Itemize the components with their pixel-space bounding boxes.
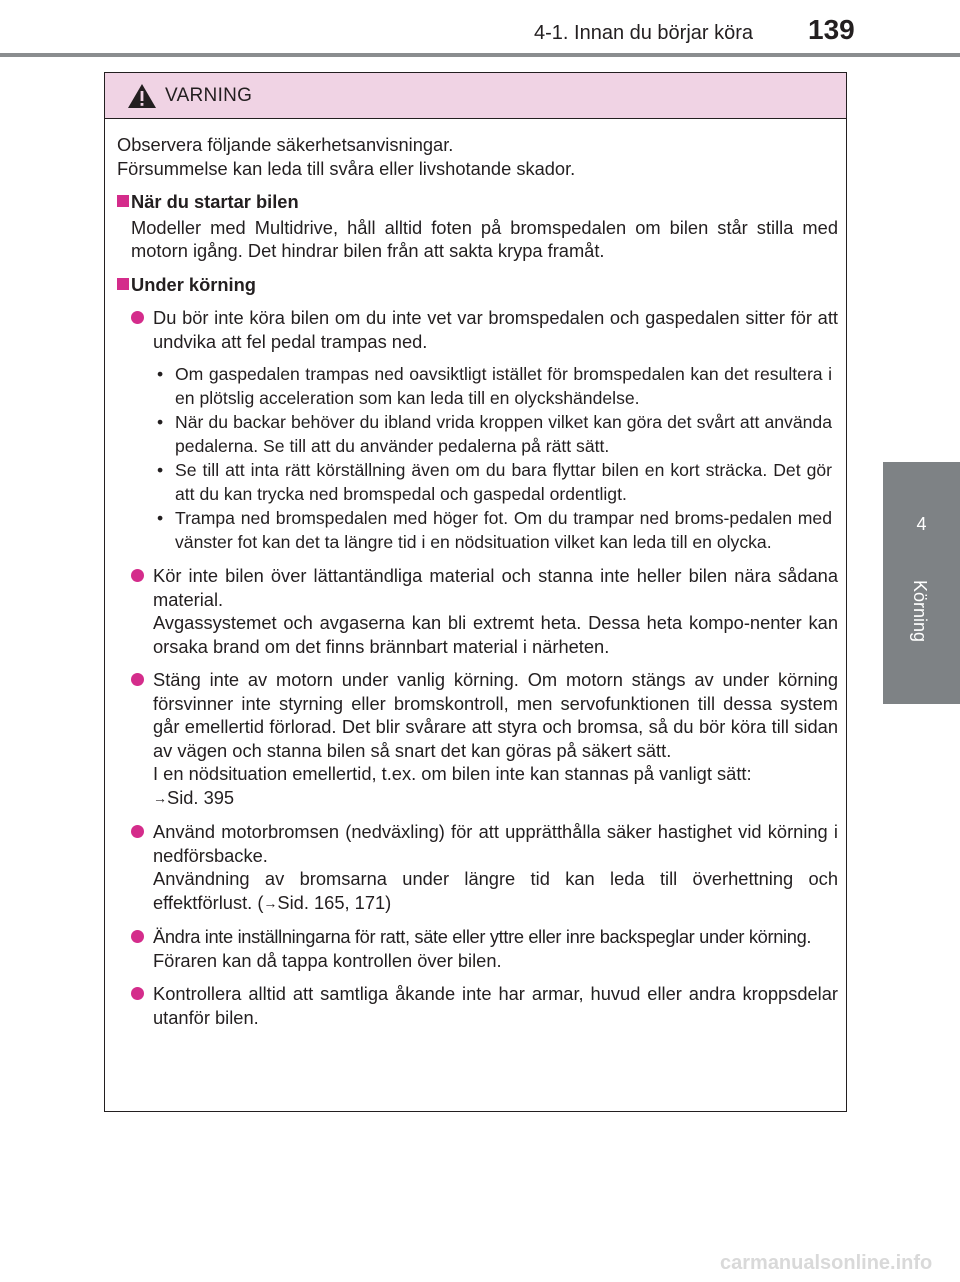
chapter-number: 4 <box>916 514 927 534</box>
bullet-text: I en nödsituation emellertid, t.ex. om bilen inte kan stannas på vanligt sätt: <box>153 763 752 784</box>
bullet-item <box>117 306 838 353</box>
bullet-text: Kör inte bilen över lättantändliga material och stanna inte heller bilen nära sådana material. <box>153 565 838 610</box>
chapter-label: Körning <box>910 580 930 643</box>
sub-item-text: Se till att inta rätt körställning även om du bara flyttar bilen en kort sträcka. Det gör att du kan trycka ned bromspedal och gaspedal ordentligt. <box>175 460 832 504</box>
section-square-icon <box>117 195 129 207</box>
bullet-text: Du bör inte köra bilen om du inte vet var bromspedalen och gaspedalen sitter för att undvika att fel pedal trampas ned. <box>153 307 838 352</box>
intro <box>117 133 838 180</box>
warning-box <box>104 72 847 1112</box>
page-number: 139 <box>808 14 855 45</box>
header-rule <box>0 53 960 57</box>
arrow-right-icon: → <box>153 789 167 806</box>
sub-list-item <box>117 363 838 410</box>
warning-header <box>105 73 846 119</box>
bullet-text: Stäng inte av motorn under vanlig körning. Om motorn stängs av under körning försvinner inte styrning eller bromskontroll, men servofunktionen till dessa system går emellertid förlorad. Det blir svårare att styra och bromsa, så du bör köra till sidan av vägen och stanna bilen så snart det kan göras på säkert sätt. <box>153 669 838 761</box>
intro-line: Observera följande säkerhetsanvisningar. <box>117 134 454 155</box>
bullet-dot-icon <box>131 673 144 686</box>
section-heading-text: Under körning <box>131 273 256 295</box>
sub-item-text: Om gaspedalen trampas ned oavsiktligt istället för bromspedalen kan det resultera i en plötslig acceleration som kan leda till en olyckshändelse. <box>175 364 832 408</box>
section-text: Modeller med Multidrive, håll alltid foten på bromspedalen om bilen står stilla med motorn igång. Det hindrar bilen från att sakta krypa framåt. <box>131 216 838 261</box>
page-reference[interactable]: Sid. 165, 171) <box>277 891 392 913</box>
bullet-dot-icon <box>131 825 144 838</box>
bullet-item <box>117 564 838 658</box>
sub-bullet-icon: • <box>157 364 164 384</box>
section-heading <box>117 273 838 297</box>
bullet-text: Använd motorbromsen (nedväxling) för att upprätthålla säker hastighet vid körning i nedförsbacke. <box>153 821 838 866</box>
sub-bullet-icon: • <box>157 508 164 528</box>
bullet-dot-icon <box>131 569 144 582</box>
sub-list-item <box>117 459 838 506</box>
page-reference[interactable] <box>153 786 838 811</box>
sub-list <box>117 363 838 554</box>
bullet-text: Avgassystemet och avgaserna kan bli extremt heta. Dessa heta kompo-nenter kan orsaka brand om det finns brännbart material i närheten. <box>153 612 838 657</box>
section-square-icon <box>117 278 129 290</box>
watermark: carmanualsonline.info <box>720 1252 933 1274</box>
bullet-item <box>117 982 838 1029</box>
sub-bullet-icon: • <box>157 412 164 432</box>
sub-list-item <box>117 507 838 554</box>
sub-item-text: När du backar behöver du ibland vrida kroppen vilket kan göra det svårt att använda pedalerna. Se till att du använder pedalerna på rätt sätt. <box>175 412 832 456</box>
bullet-dot-icon <box>131 311 144 324</box>
warning-title: VARNING <box>165 85 253 106</box>
intro-line: Försummelse kan leda till svåra eller livshotande skador. <box>117 157 576 179</box>
page-reference-text: Sid. 395 <box>167 786 235 808</box>
warning-body <box>105 119 846 1029</box>
bullet-dot-icon <box>131 987 144 1000</box>
arrow-right-icon: → <box>263 894 278 911</box>
bullet-text-part: Användning av bromsarna under längre tid kan leda till överhettning och effektförlust. ( <box>153 868 838 913</box>
sub-item-text: Trampa ned bromspedalen med höger fot. Om du trampar ned broms-pedalen med vänster fot kan det ta längre tid i en nödsituation vilket kan leda till en olycka. <box>175 508 832 552</box>
bullet-item <box>117 925 838 972</box>
chapter-side-tab <box>883 462 960 704</box>
sub-list-item <box>117 411 838 458</box>
section-heading-text: När du startar bilen <box>131 191 299 212</box>
bullet-text: Kontrollera alltid att samtliga åkande inte har armar, huvud eller andra kroppsdelar utanför bilen. <box>153 983 838 1028</box>
bullet-dot-icon <box>131 930 144 943</box>
warning-triangle-icon <box>127 83 157 109</box>
bullet-text <box>153 867 838 915</box>
bullet-text: Föraren kan då tappa kontrollen över bilen. <box>153 949 502 971</box>
bullet-item <box>117 668 838 810</box>
bullet-item <box>117 820 838 915</box>
section-heading <box>117 190 838 214</box>
chapter-title: 4-1. Innan du börjar köra <box>534 22 754 44</box>
sub-bullet-icon: • <box>157 460 164 480</box>
bullet-text: Ändra inte inställningarna för ratt, säte eller yttre eller inre backspeglar under körning. <box>153 926 812 947</box>
